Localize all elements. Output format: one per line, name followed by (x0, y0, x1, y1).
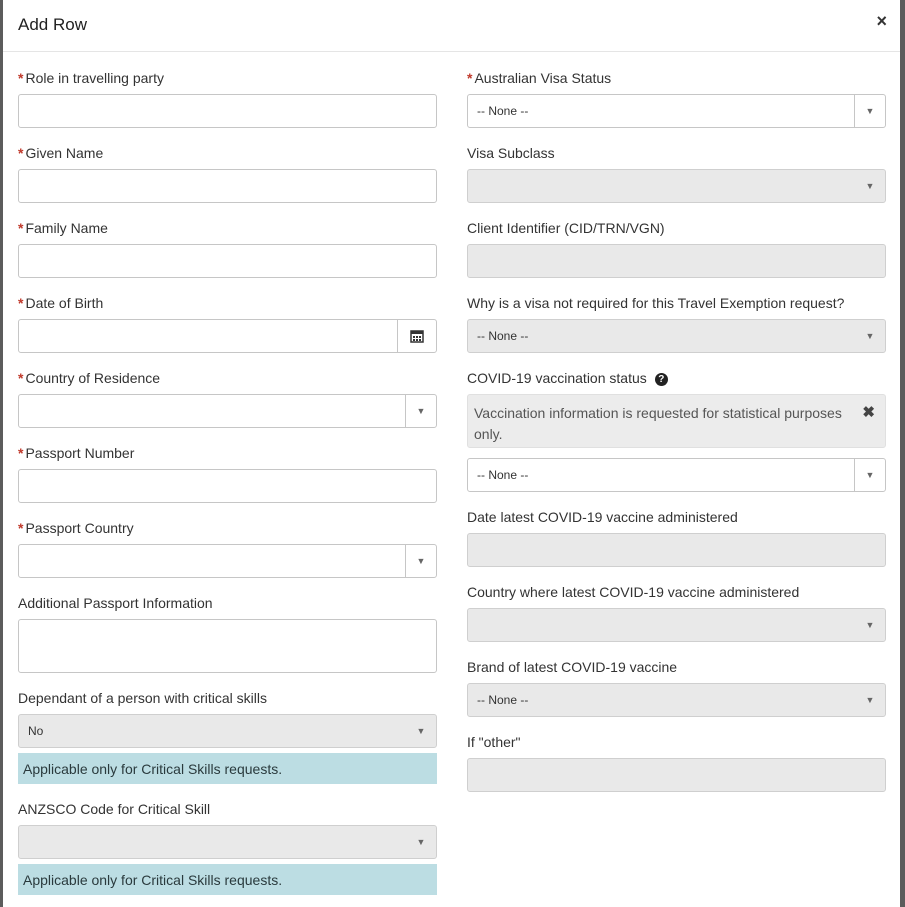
dob-label-text: Date of Birth (25, 295, 104, 311)
add-row-dialog (3, 0, 900, 907)
family-name-label (18, 220, 108, 236)
required-marker: * (467, 70, 473, 86)
anzsco-note: Applicable only for Critical Skills requests. (18, 864, 437, 895)
other-input[interactable] (467, 758, 886, 792)
vaccine-country-select[interactable] (467, 608, 886, 642)
dependant-value: No (28, 724, 44, 738)
vaccine-brand-label: Brand of latest COVID-19 vaccine (467, 659, 678, 675)
visa-not-required-label: Why is a visa not required for this Travel Exemption request? (467, 295, 845, 311)
help-icon[interactable]: ? (655, 373, 668, 386)
visa-not-required-select[interactable] (467, 319, 886, 353)
required-marker: * (18, 370, 24, 386)
anzsco-label: ANZSCO Code for Critical Skill (18, 801, 211, 817)
visa-status-label (467, 70, 611, 86)
client-id-label: Client Identifier (CID/TRN/VGN) (467, 220, 665, 236)
required-marker: * (18, 145, 24, 161)
chevron-down-icon: ▼ (405, 395, 436, 427)
close-icon[interactable]: × (876, 11, 887, 31)
chevron-down-icon: ▼ (854, 95, 885, 127)
covid-info-text: Vaccination information is requested for statistical purposes only. (474, 405, 842, 442)
calendar-button[interactable] (397, 320, 436, 352)
role-label (18, 70, 164, 86)
role-input[interactable] (18, 94, 437, 128)
passport-country-label-text: Passport Country (25, 520, 134, 536)
anzsco-select[interactable] (18, 825, 437, 859)
dialog-header (3, 0, 900, 52)
covid-status-select[interactable] (467, 458, 886, 492)
family-name-label-text: Family Name (25, 220, 108, 236)
vaccine-date-label: Date latest COVID-19 vaccine administered (467, 509, 738, 525)
chevron-down-icon: ▼ (865, 181, 875, 191)
visa-subclass-select[interactable] (467, 169, 886, 203)
dob-label (18, 295, 103, 311)
given-name-label (18, 145, 103, 161)
dependant-select[interactable] (18, 714, 437, 748)
other-label: If "other" (467, 734, 521, 750)
dependant-label: Dependant of a person with critical skills (18, 690, 268, 706)
covid-status-label (467, 370, 668, 386)
required-marker: * (18, 520, 24, 536)
client-id-input[interactable] (467, 244, 886, 278)
covid-status-value: -- None -- (477, 468, 529, 482)
visa-not-required-value: -- None -- (477, 329, 529, 343)
calendar-icon (410, 329, 424, 343)
dependant-note: Applicable only for Critical Skills requests. (18, 753, 437, 784)
visa-status-select[interactable] (467, 94, 886, 128)
dob-input[interactable] (18, 319, 437, 353)
chevron-down-icon: ▼ (865, 620, 875, 630)
required-marker: * (18, 70, 24, 86)
family-name-input[interactable] (18, 244, 437, 278)
chevron-down-icon: ▼ (854, 459, 885, 491)
passport-country-label (18, 520, 134, 536)
vaccine-brand-value: -- None -- (477, 693, 529, 707)
passport-country-select[interactable] (18, 544, 437, 578)
covid-status-label-text: COVID-19 vaccination status (467, 370, 647, 386)
passport-number-label-text: Passport Number (25, 445, 135, 461)
given-name-input[interactable] (18, 169, 437, 203)
additional-passport-textarea[interactable] (18, 619, 437, 673)
visa-status-label-text: Australian Visa Status (474, 70, 612, 86)
vaccine-country-label: Country where latest COVID-19 vaccine administered (467, 584, 800, 600)
passport-number-label (18, 445, 134, 461)
covid-info-message (467, 394, 886, 448)
vaccine-brand-select[interactable] (467, 683, 886, 717)
country-residence-label-text: Country of Residence (25, 370, 161, 386)
additional-passport-label: Additional Passport Information (18, 595, 213, 611)
country-residence-label (18, 370, 160, 386)
required-marker: * (18, 445, 24, 461)
chevron-down-icon: ▼ (416, 837, 426, 847)
chevron-down-icon: ▼ (405, 545, 436, 577)
visa-subclass-label: Visa Subclass (467, 145, 555, 161)
chevron-down-icon: ▼ (865, 331, 875, 341)
role-label-text: Role in travelling party (25, 70, 164, 86)
chevron-down-icon: ▼ (865, 695, 875, 705)
visa-status-value: -- None -- (477, 104, 529, 118)
dismiss-icon[interactable]: ✖ (862, 404, 875, 421)
chevron-down-icon: ▼ (416, 726, 426, 736)
required-marker: * (18, 220, 24, 236)
passport-number-input[interactable] (18, 469, 437, 503)
given-name-label-text: Given Name (25, 145, 104, 161)
country-residence-select[interactable] (18, 394, 437, 428)
required-marker: * (18, 295, 24, 311)
vaccine-date-input[interactable] (467, 533, 886, 567)
dialog-title: Add Row (18, 15, 87, 34)
